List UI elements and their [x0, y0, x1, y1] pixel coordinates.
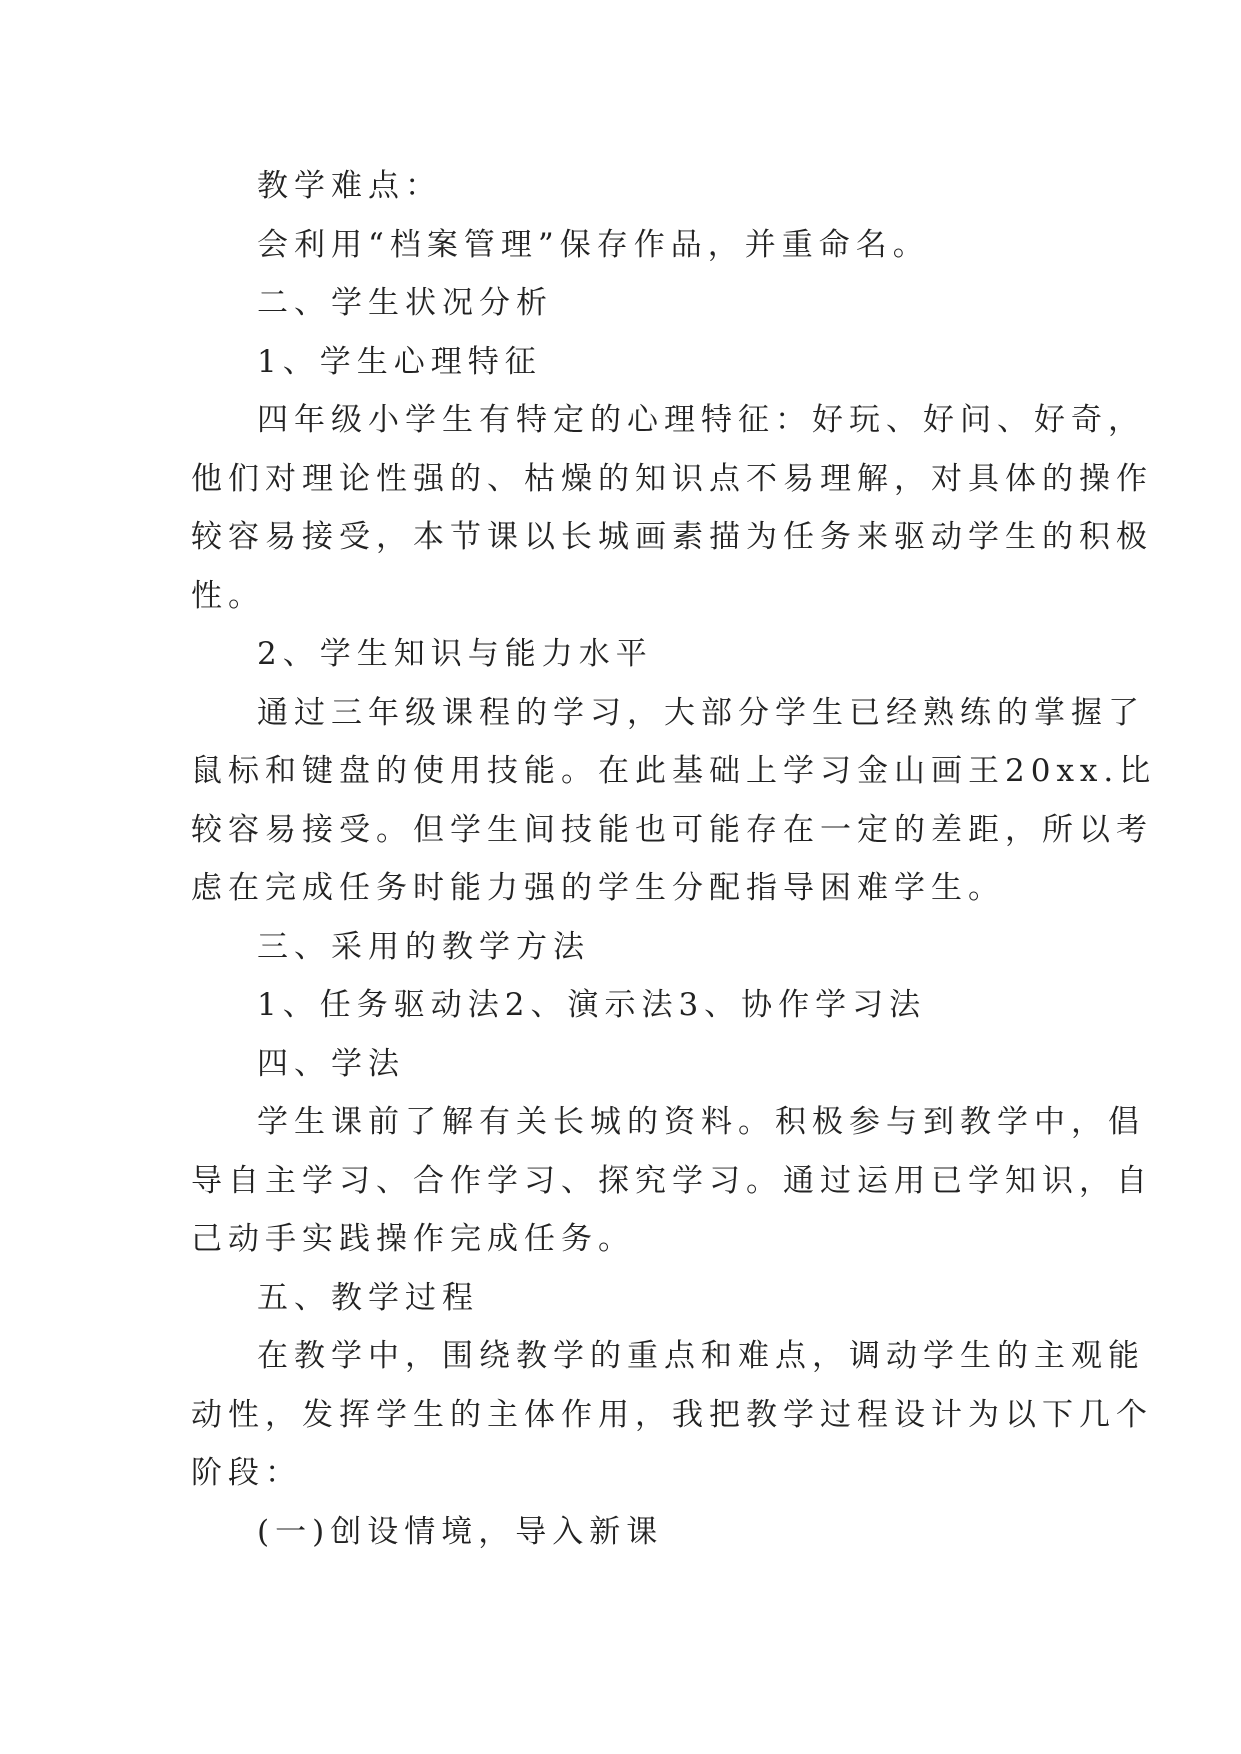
section-heading-teaching-process: 五、教学过程: [257, 1279, 479, 1316]
paragraph-line: 己动手实践操作完成任务。: [191, 1221, 635, 1257]
paragraph-line: 鼠标和键盘的使用技能。在此基础上学习金山画王20xx.比: [191, 753, 1157, 789]
paragraph-line: 通过三年级课程的学习，大部分学生已经熟练的掌握了: [257, 694, 1145, 731]
subheading-create-context: (一)创设情境，导入新课: [257, 1513, 664, 1550]
paragraph-line: 他们对理论性强的、枯燥的知识点不易理解，对具体的操作: [191, 460, 1153, 497]
paragraph-line: 导自主学习、合作学习、探究学习。通过运用已学知识，自: [191, 1162, 1153, 1199]
paragraph-line: 动性，发挥学生的主体作用，我把教学过程设计为以下几个: [191, 1396, 1153, 1433]
paragraph-line: 阶段：: [191, 1455, 302, 1491]
section-heading-learning-methods: 四、学法: [257, 1045, 405, 1082]
paragraph-line: 虑在完成任务时能力强的学生分配指导困难学生。: [191, 870, 1005, 906]
paragraph-line: 在教学中，围绕教学的重点和难点，调动学生的主观能: [257, 1338, 1145, 1374]
section-heading-difficulty: 教学难点：: [257, 168, 442, 204]
paragraph-line: 学生课前了解有关长城的资料。积极参与到教学中，倡: [257, 1104, 1145, 1140]
paragraph-line: 会利用“档案管理”保存作品，并重命名。: [257, 226, 930, 263]
paragraph-line: 较容易接受。但学生间技能也可能存在一定的差距，所以考: [191, 811, 1153, 848]
subheading-psychology: 1、学生心理特征: [257, 343, 542, 380]
paragraph-line: 1、任务驱动法2、演示法3、协作学习法: [257, 987, 927, 1023]
paragraph-line: 性。: [191, 577, 265, 614]
paragraph-line: 四年级小学生有特定的心理特征：好玩、好问、好奇，: [257, 402, 1145, 438]
subheading-knowledge-ability: 2、学生知识与能力水平: [257, 636, 653, 672]
section-heading-teaching-methods: 三、采用的教学方法: [257, 928, 590, 965]
document-body: [191, 157, 1157, 1561]
section-heading-student-analysis: 二、学生状况分析: [257, 285, 553, 321]
paragraph-line: 较容易接受，本节课以长城画素描为任务来驱动学生的积极: [191, 519, 1153, 555]
